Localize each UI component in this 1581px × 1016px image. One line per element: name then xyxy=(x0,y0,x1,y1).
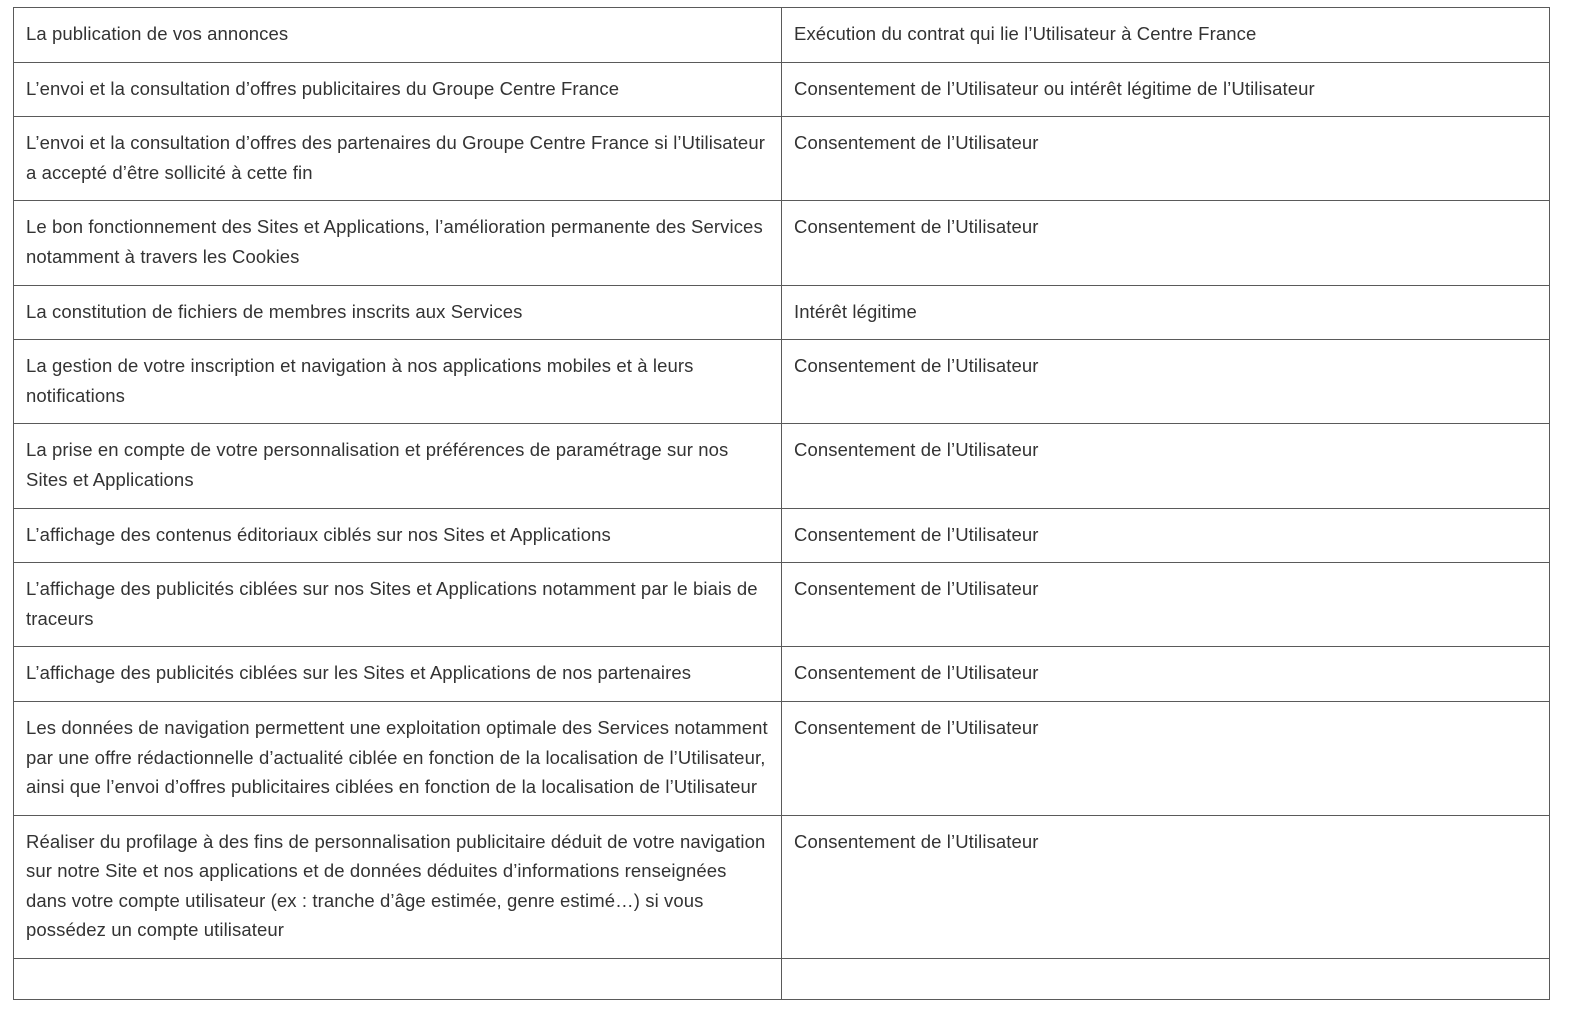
legal-basis-cell: Consentement de l’Utilisateur xyxy=(782,815,1550,958)
table-row xyxy=(14,647,1550,702)
legal-basis-cell: Consentement de l’Utilisateur xyxy=(782,701,1550,815)
legal-basis-cell: Consentement de l’Utilisateur xyxy=(782,563,1550,647)
legal-basis-cell: Consentement de l’Utilisateur xyxy=(782,647,1550,702)
purpose-cell: L’envoi et la consultation d’offres publicitaires du Groupe Centre France xyxy=(14,62,782,117)
table-row xyxy=(14,8,1550,63)
legal-basis-cell: Consentement de l’Utilisateur xyxy=(782,201,1550,285)
purpose-cell: L’affichage des publicités ciblées sur les Sites et Applications de nos partenaires xyxy=(14,647,782,702)
purpose-cell: La prise en compte de votre personnalisation et préférences de paramétrage sur nos Sites et Applications xyxy=(14,424,782,508)
legal-basis-cell: Intérêt légitime xyxy=(782,285,1550,340)
purpose-cell: Les données de navigation permettent une exploitation optimale des Services notamment par une offre rédactionnelle d’actualité ciblée en fonction de la localisation de l’Utilisateur, ainsi que l’envoi d’offres publicitaires ciblées en fonction de la localisation de l’Utilisateur xyxy=(14,701,782,815)
legal-basis-cell: Consentement de l’Utilisateur xyxy=(782,117,1550,201)
table-row xyxy=(14,340,1550,424)
purpose-cell: Réaliser du profilage à des fins de personnalisation publicitaire déduit de votre navigation sur notre Site et nos applications et de données déduites d’informations renseignées dans votre compte utilisateur (ex : tranche d’âge estimée, genre estimé…) si vous possédez un compte utilisateur xyxy=(14,815,782,958)
processing-table-container xyxy=(13,7,1549,1000)
legal-basis-cell: Consentement de l’Utilisateur xyxy=(782,424,1550,508)
table-row xyxy=(14,201,1550,285)
purpose-cell: La gestion de votre inscription et navigation à nos applications mobiles et à leurs notifications xyxy=(14,340,782,424)
table-row xyxy=(14,815,1550,958)
table-row xyxy=(14,508,1550,563)
legal-basis-cell: Consentement de l’Utilisateur xyxy=(782,340,1550,424)
purpose-cell: La publication de vos annonces xyxy=(14,8,782,63)
table-row xyxy=(14,285,1550,340)
legal-basis-cell: Exécution du contrat qui lie l’Utilisateur à Centre France xyxy=(782,8,1550,63)
table-row xyxy=(14,62,1550,117)
processing-purposes-table xyxy=(13,7,1550,1000)
table-row xyxy=(14,117,1550,201)
purpose-cell: L’affichage des contenus éditoriaux ciblés sur nos Sites et Applications xyxy=(14,508,782,563)
legal-basis-cell: Consentement de l’Utilisateur ou intérêt légitime de l’Utilisateur xyxy=(782,62,1550,117)
table-row-cut-off xyxy=(14,959,1550,1000)
purpose-cell: Le bon fonctionnement des Sites et Applications, l’amélioration permanente des Services notamment à travers les Cookies xyxy=(14,201,782,285)
table-row xyxy=(14,563,1550,647)
empty-cell xyxy=(14,959,782,1000)
table-row xyxy=(14,701,1550,815)
legal-basis-cell: Consentement de l’Utilisateur xyxy=(782,508,1550,563)
purpose-cell: L’affichage des publicités ciblées sur nos Sites et Applications notamment par le biais de traceurs xyxy=(14,563,782,647)
purpose-cell: L’envoi et la consultation d’offres des partenaires du Groupe Centre France si l’Utilisateur a accepté d’être sollicité à cette fin xyxy=(14,117,782,201)
empty-cell xyxy=(782,959,1550,1000)
purpose-cell: La constitution de fichiers de membres inscrits aux Services xyxy=(14,285,782,340)
table-row xyxy=(14,424,1550,508)
